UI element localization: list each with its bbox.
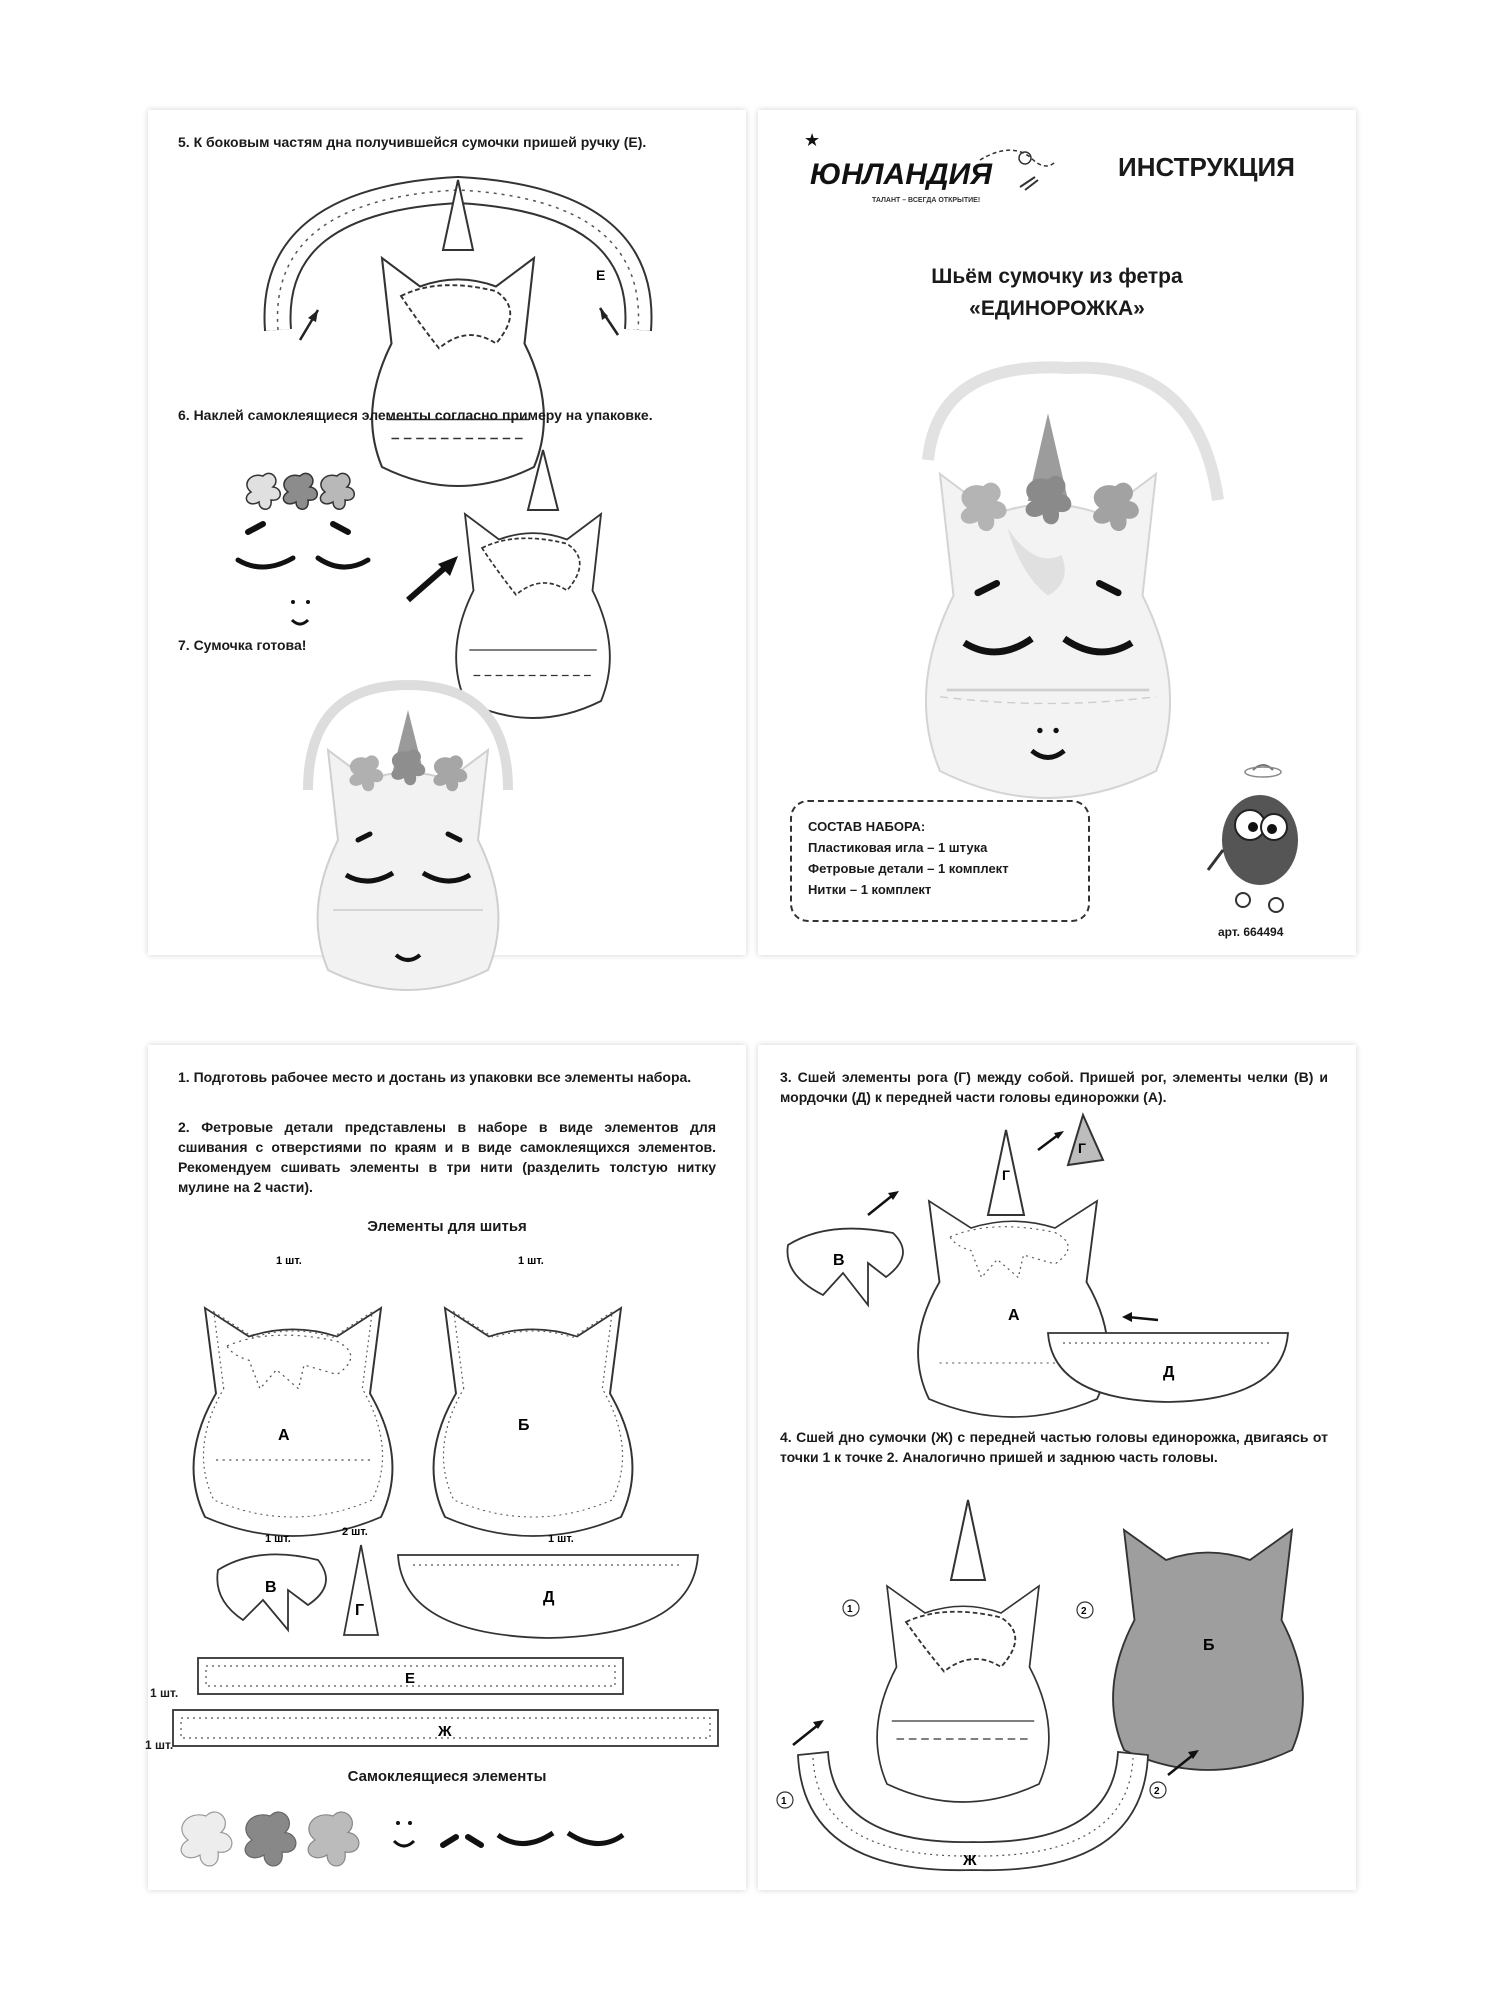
svg-text:2: 2 — [1154, 1786, 1160, 1797]
svg-text:ТАЛАНТ – ВСЕГДА ОТКРЫТИЕ!: ТАЛАНТ – ВСЕГДА ОТКРЫТИЕ! — [872, 197, 981, 204]
svg-text:★: ★ — [804, 130, 821, 150]
page-steps-3-4 — [758, 1045, 1356, 1890]
header-title: ИНСТРУКЦИЯ — [1118, 152, 1295, 182]
sticker-elements-title: Самоклеящиеся элементы — [347, 1768, 547, 1785]
kit-title: СОСТАВ НАБОРА: — [808, 819, 926, 834]
sewing-elements-title: Элементы для шитья — [367, 1218, 527, 1235]
qty-e: 1 шт. — [150, 1686, 179, 1700]
step-1-text: 1. Подготовь рабочее место и достань из упаковки все элементы набора. — [178, 1069, 692, 1085]
svg-text:В: В — [833, 1252, 845, 1269]
kit-item-threads: Нитки – 1 комплект — [808, 882, 932, 897]
kit-item-needle: Пластиковая игла – 1 штука — [808, 840, 988, 855]
kit-item-felt: Фетровые детали – 1 комплект — [808, 861, 1009, 876]
handle-label-e: Е — [596, 267, 606, 283]
svg-text:Д: Д — [543, 1589, 555, 1606]
page-steps-1-2 — [145, 1045, 746, 1890]
svg-text:В: В — [265, 1579, 277, 1596]
step-6-text: 6. Наклей самоклеящиеся элементы согласно примеру на упаковке. — [178, 407, 653, 423]
finished-bag-photo — [288, 670, 528, 940]
sewing-elements-diagram — [168, 1240, 738, 1750]
step-6-illustration — [208, 450, 728, 660]
step-3-diagram — [778, 1105, 1338, 1425]
cover-title-line2: «ЕДИНОРОЖКА» — [969, 297, 1145, 320]
svg-text:Ж: Ж — [438, 1723, 452, 1740]
page-cover — [758, 110, 1356, 955]
svg-text:1 шт.: 1 шт. — [548, 1533, 574, 1545]
svg-text:Б: Б — [1203, 1637, 1215, 1654]
svg-text:1 шт.: 1 шт. — [518, 1255, 544, 1267]
qty-zh: 1 шт. — [145, 1738, 174, 1752]
svg-text:1: 1 — [781, 1796, 787, 1807]
svg-text:2: 2 — [1081, 1606, 1087, 1617]
svg-text:1 шт.: 1 шт. — [276, 1255, 302, 1267]
svg-text:2 шт.: 2 шт. — [342, 1526, 368, 1538]
step-3-text: 3. Сшей элементы рога (Г) между собой. Пришей рог, элементы челки (В) и мордочки (Д) к передней части головы единорожки (А). — [780, 1069, 1328, 1105]
svg-text:Г: Г — [1078, 1140, 1086, 1156]
article-number: арт. 664494 — [1218, 925, 1284, 939]
cover-title-line1: Шьём сумочку из фетра — [931, 265, 1183, 288]
svg-text:ЮНЛАНДИЯ: ЮНЛАНДИЯ — [810, 158, 992, 191]
step-2-text: 2. Фетровые детали представлены в наборе в виде элементов для сшивания с отверстиями по краям и в виде самоклеящихся элементов. Рекомендуем сшивать элементы в три нити (разделить толстую нитку мулине на 2 части). — [178, 1119, 716, 1195]
step-4-text: 4. Сшей дно сумочки (Ж) с передней частью головы единорожка, двигаясь от точки 1 к точке 2. Аналогично пришей и заднюю часть головы. — [780, 1429, 1328, 1465]
brand-logo — [780, 132, 1060, 212]
step-5-text: 5. К боковым частям дна получившейся сумочки пришей ручку (Е). — [178, 134, 647, 150]
svg-text:1: 1 — [847, 1604, 853, 1615]
svg-text:Г: Г — [355, 1602, 365, 1619]
mascot-image — [1198, 760, 1328, 920]
svg-text:Е: Е — [405, 1670, 416, 1687]
svg-text:А: А — [1008, 1307, 1020, 1324]
svg-text:Б: Б — [518, 1417, 530, 1434]
svg-text:Г: Г — [1002, 1167, 1010, 1183]
svg-text:А: А — [278, 1427, 290, 1444]
sticker-elements-diagram — [178, 1805, 718, 1875]
kit-contents-box — [790, 800, 1090, 922]
page-steps-5-7 — [148, 110, 746, 955]
bag-photo — [898, 350, 1228, 780]
svg-text:Д: Д — [1163, 1364, 1175, 1381]
step-7-text: 7. Сумочка готова! — [178, 637, 307, 653]
svg-text:1 шт.: 1 шт. — [265, 1533, 291, 1545]
step-4-diagram — [773, 1490, 1343, 1880]
svg-text:Ж: Ж — [963, 1852, 977, 1869]
